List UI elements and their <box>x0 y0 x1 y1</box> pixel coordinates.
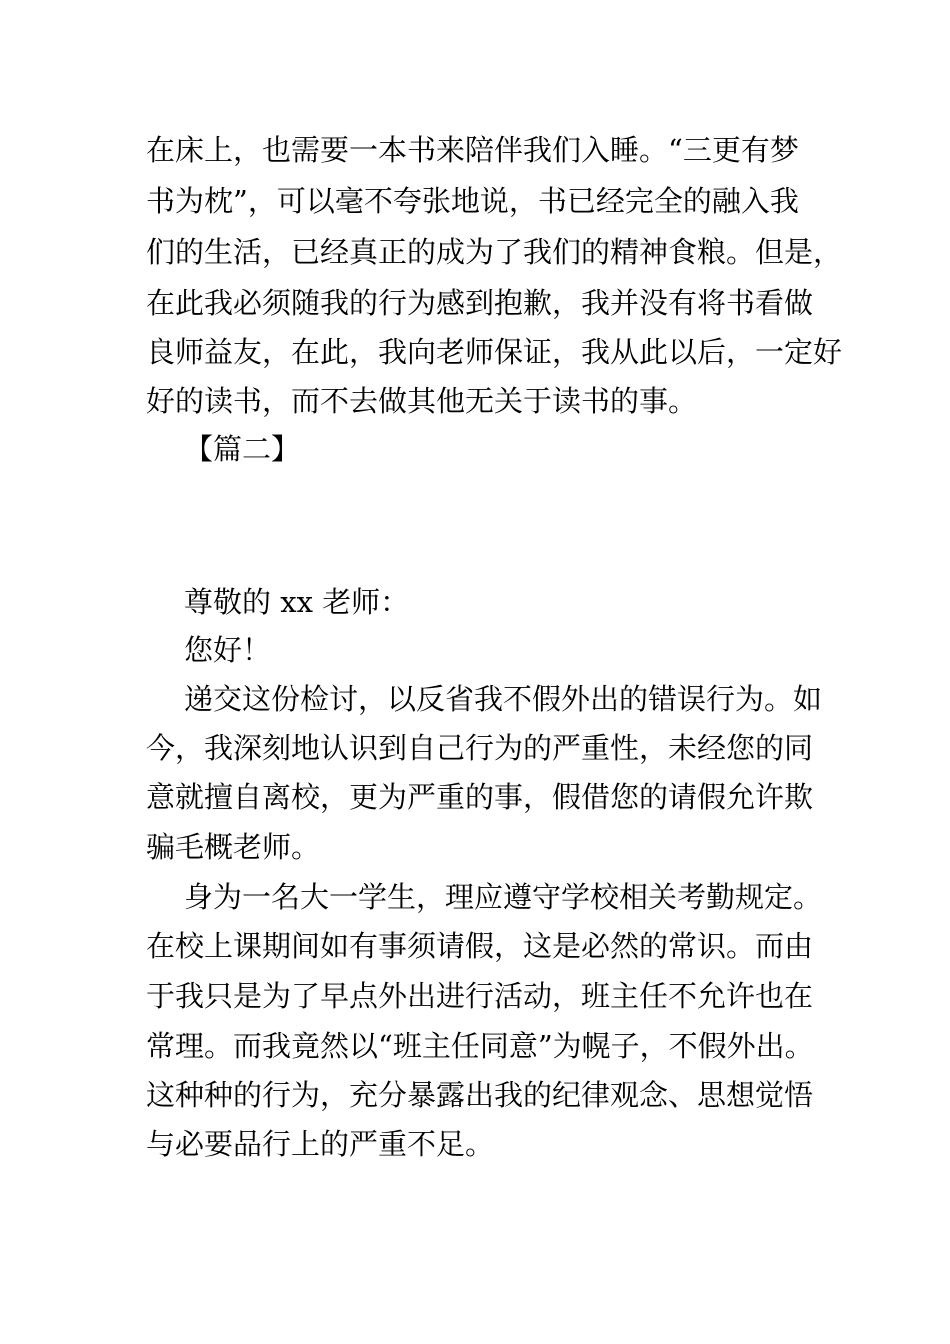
paragraph-line: 这种种的行为，充分暴露出我的纪律观念、思想觉悟 <box>146 1078 814 1112</box>
paragraph-line: 在校上课期间如有事须请假，这是必然的常识。而由 <box>146 929 814 963</box>
paragraph-line: 与必要品行上的严重不足。 <box>146 1127 495 1161</box>
paragraph-line: 身为一名大一学生，理应遵守学校相关考勤规定。 <box>184 880 823 914</box>
paragraph-line: 书为枕”，可以毫不夸张地说，书已经完全的融入我 <box>146 184 799 218</box>
paragraph-line: 递交这份检讨，以反省我不假外出的错误行为。如 <box>184 682 823 716</box>
paragraph-line: 常理。而我竟然以“班主任同意”为幌子，不假外出。 <box>146 1029 814 1063</box>
paragraph-line: 们的生活，已经真正的成为了我们的精神食粮。但是， <box>146 235 843 269</box>
paragraph-line: 在床上，也需要一本书来陪伴我们入睡。“三更有梦 <box>146 133 799 167</box>
paragraph-line: 今，我深刻地认识到自己行为的严重性，未经您的同 <box>146 731 814 765</box>
paragraph-line: 骗毛概老师。 <box>146 830 321 864</box>
paragraph-line: 好的读书，而不去做其他无关于读书的事。 <box>146 384 698 418</box>
greeting: 您好！ <box>184 633 272 667</box>
paragraph-line: 意就擅自离校，更为严重的事，假借您的请假允许欺 <box>146 780 814 814</box>
paragraph-line: 于我只是为了早点外出进行活动，班主任不允许也在 <box>146 979 814 1013</box>
salutation: 尊敬的 xx 老师： <box>184 585 410 619</box>
paragraph-line: 在此我必须随我的行为感到抱歉，我并没有将书看做 <box>146 286 814 320</box>
paragraph-line: 良师益友，在此，我向老师保证，我从此以后，一定好 <box>146 335 843 369</box>
section-heading: 【篇二】 <box>184 432 301 466</box>
